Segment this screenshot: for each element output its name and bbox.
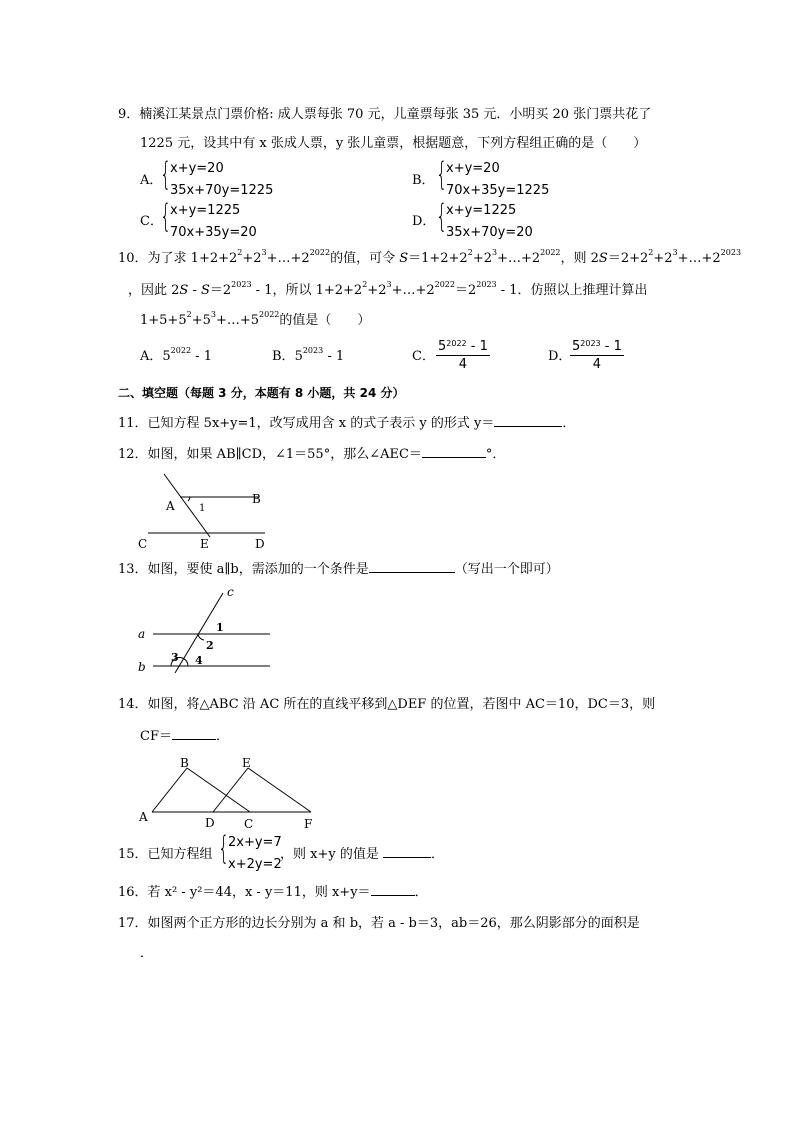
label-a: a: [138, 627, 146, 641]
label-f: F: [304, 817, 313, 831]
q13: [118, 563, 559, 576]
q11: [118, 417, 575, 430]
punctuation: ．: [562, 416, 576, 431]
q12-figure: [130, 470, 280, 552]
answer-blank[interactable]: [369, 572, 455, 573]
q15-prefix: 15．已知方程组: [118, 847, 213, 862]
angle-mark: [188, 497, 190, 501]
q10-line3: $1+5+5^2+5^3+\dots+5^{2022}$的值是（ ）: [140, 310, 371, 328]
label-c: C: [138, 537, 148, 551]
equation: x+y=1225: [446, 203, 517, 218]
equation: 70x+35y=20: [170, 225, 257, 240]
option-label: D．: [548, 349, 572, 364]
punctuation: ．: [430, 847, 444, 862]
label-e: E: [242, 756, 251, 770]
q17-line2: ．: [140, 946, 154, 961]
fraction: $\frac{5^{2023} - 1}{4}$: [572, 339, 622, 372]
option-label: A．: [140, 349, 163, 364]
fraction: $\frac{5^{2022} - 1}{4}$: [438, 339, 488, 372]
punctuation: °．: [485, 447, 506, 462]
q12: [118, 448, 505, 461]
option-label: D．: [412, 214, 436, 229]
option-label: A．: [140, 173, 163, 188]
q14-line2: [140, 730, 229, 743]
answer-blank[interactable]: [172, 739, 216, 740]
side-ef: [248, 768, 311, 812]
q14-figure: [135, 755, 320, 833]
punctuation: ．: [215, 729, 229, 744]
label-b: B: [180, 756, 189, 770]
hint-text: （写出一个即可）: [454, 562, 559, 577]
option-text: 5: [294, 349, 303, 364]
option-text: 5: [162, 349, 171, 364]
option-label: C．: [412, 349, 435, 364]
q14-line1: 14．如图，将△ABC 沿 AC 所在的直线平移到△DEF 的位置，若图中 AC＝10，DC＝3，则: [118, 697, 656, 712]
equation: 35x+70y=1225: [170, 183, 274, 198]
equation: x+y=1225: [170, 203, 241, 218]
question-text: 11．已知方程 5x+y=1，改写成用含 x 的式子表示 y 的形式 y＝: [118, 416, 495, 431]
q10-line1: 10．为了求 $1+2+2^2+2^3+\dots+2^{2022}$的值，可令 $S=1+2+2^2+2^3+\dots+2^{2022}$，则 $2S=2+2^2+2^3+\dots+2^{2023}$: [118, 248, 742, 266]
equation: 2x+y=7: [228, 835, 282, 850]
answer-blank[interactable]: [422, 457, 486, 458]
question-text: ，则 x+y 的值是: [280, 847, 379, 862]
answer-blank[interactable]: [383, 857, 431, 858]
q9-line2: 1225 元，设其中有 x 张成人票，y 张儿童票，根据题意，下列方程组正确的是（ ）: [140, 136, 647, 151]
section-title: 二、填空题（每题 3 分，本题有 8 小题，共 24 分）: [118, 386, 405, 400]
label-angle-1: 1: [199, 503, 206, 514]
label-angle-3: 3: [171, 651, 179, 664]
label-b: B: [252, 492, 261, 506]
label-angle-2: 2: [206, 639, 214, 652]
q16: [118, 886, 428, 899]
q15-suffix: [280, 848, 444, 861]
q17-line1: 17．如图两个正方形的边长分别为 a 和 b，若 a - b＝3，ab＝26，那么阴影部分的面积是: [118, 916, 640, 931]
option-label: B．: [272, 349, 295, 364]
answer-blank[interactable]: [371, 895, 415, 896]
label-e: E: [200, 537, 209, 551]
label-d: D: [205, 816, 215, 830]
label-angle-4: 4: [195, 654, 203, 667]
question-text: CF＝: [140, 729, 172, 744]
label-d: D: [255, 537, 265, 551]
q9-line1: 9．楠溪江某景点门票价格: 成人票每张 70 元，儿童票每张 35 元．小明买 20 张门票共花了: [118, 107, 652, 122]
label-a: A: [166, 499, 175, 513]
answer-blank[interactable]: [494, 426, 562, 427]
label-a: A: [139, 810, 148, 824]
label-c: C: [244, 817, 254, 831]
q10-option-a[interactable]: A．$5^{2022} - 1$: [140, 346, 212, 364]
option-label: C．: [140, 214, 163, 229]
equation: 35x+70y=20: [446, 225, 533, 240]
side-ab: [152, 768, 187, 812]
label-c: c: [227, 585, 234, 599]
punctuation: ．: [414, 885, 428, 900]
angle-mark-2: [198, 634, 204, 640]
q13-figure: [135, 585, 277, 677]
equation: x+y=20: [170, 161, 224, 176]
q10-option-b[interactable]: B．$5^{2023} - 1$: [272, 346, 345, 364]
question-text: 16．若 x² - y²＝44，x - y＝11，则 x+y＝: [118, 885, 371, 900]
question-text: 13．如图，要使 a∥b，需添加的一个条件是: [118, 562, 369, 577]
question-text: 12．如图，如果 AB∥CD，∠1＝55°，那么∠AEC＝: [118, 447, 422, 462]
label-b: b: [138, 660, 146, 674]
q10-line2: ，因此 $2S - S=2^{2023} - 1$，所以 $1+2+2^2+2^3+\dots+2^{2022}=2^{2023} - 1$．仿照以上推理计算出: [128, 280, 648, 298]
option-label: B．: [412, 173, 435, 188]
equation: x+2y=2: [228, 857, 282, 872]
equation: x+y=20: [446, 161, 500, 176]
equation: 70x+35y=1225: [446, 183, 550, 198]
label-angle-1: 1: [216, 621, 224, 634]
